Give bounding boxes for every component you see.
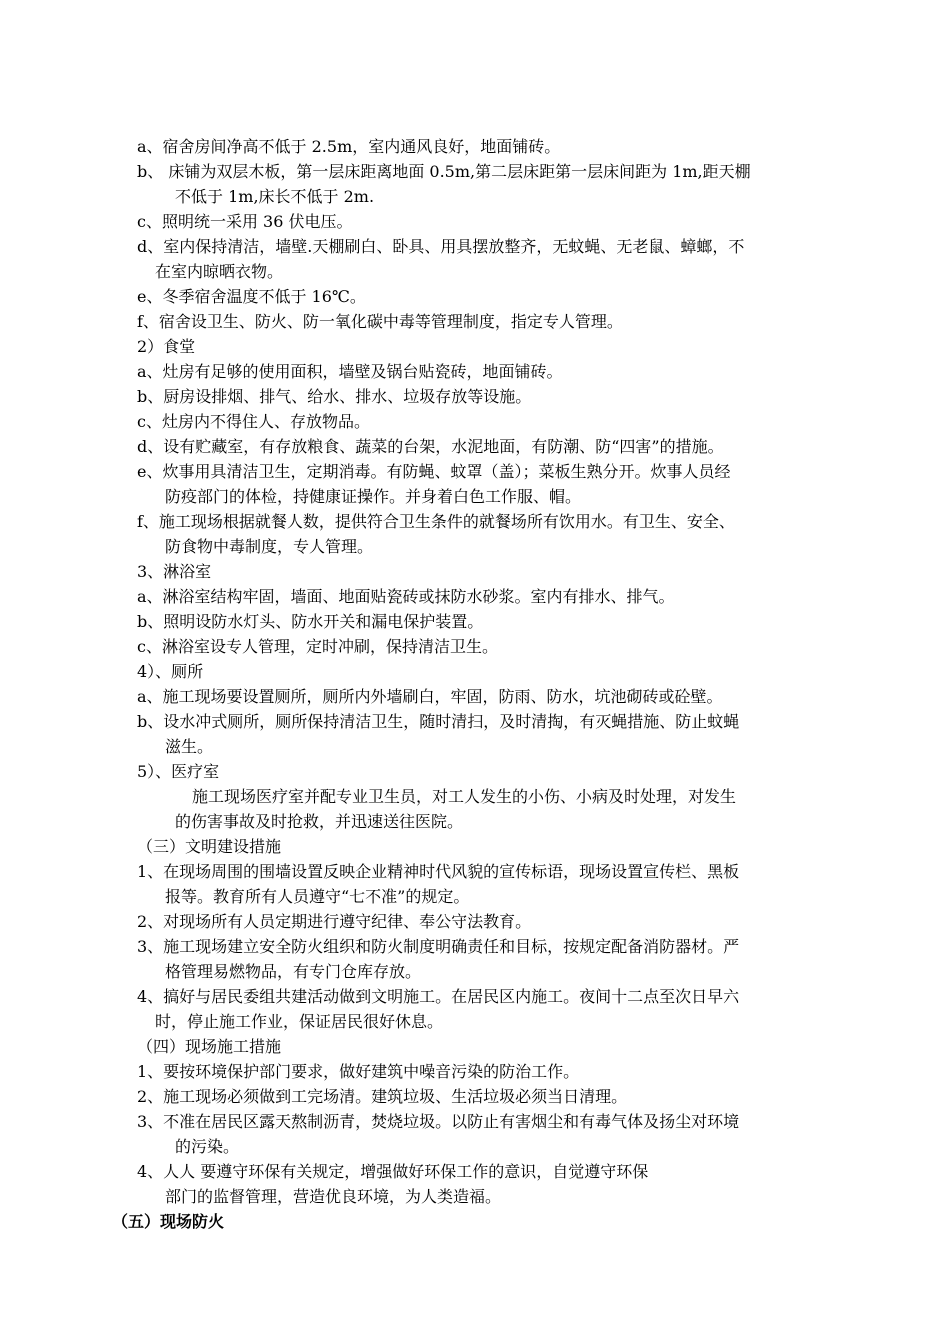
- text-line: 的污染。: [175, 1137, 240, 1156]
- text-line: c、灶房内不得住人、存放物品。: [137, 412, 370, 431]
- text-line: d、室内保持清洁，墙壁.天棚刷白、卧具、用具摆放整齐，无蚊蝇、无老鼠、蟑螂，不: [137, 237, 745, 256]
- text-line: 1、要按环境保护部门要求，做好建筑中噪音污染的防治工作。: [137, 1062, 580, 1081]
- section-heading: （四）现场施工措施: [137, 1037, 282, 1056]
- text-line: e、冬季宿舍温度不低于 16℃。: [137, 287, 366, 306]
- text-line: 施工现场医疗室并配专业卫生员，对工人发生的小伤、小病及时处理，对发生: [192, 787, 737, 806]
- text-line: 4、人人 要遵守环保有关规定，增强做好环保工作的意识，自觉遵守环保: [137, 1162, 649, 1181]
- text-line: a、淋浴室结构牢固，墙面、地面贴瓷砖或抹防水砂浆。室内有排水、排气。: [137, 587, 675, 606]
- text-line: e、炊事用具清洁卫生，定期消毒。有防蝇、蚊罩（盖）；菜板生熟分开。炊事人员经: [137, 462, 731, 481]
- text-line: a、宿舍房间净高不低于 2.5m，室内通风良好，地面铺砖。: [137, 137, 561, 156]
- text-line: 报等。教育所有人员遵守“七不准”的规定。: [165, 887, 470, 906]
- text-line: 2、施工现场必须做到工完场清。建筑垃圾、生活垃圾必须当日清理。: [137, 1087, 628, 1106]
- section-heading: 4）、厕所: [137, 662, 204, 681]
- text-line: 3、施工现场建立安全防火组织和防火制度明确责任和目标，按规定配备消防器材。严: [137, 937, 740, 956]
- text-line: b、设水冲式厕所，厕所保持清洁卫生，随时清扫，及时清掏，有灭蝇措施、防止蚊蝇: [137, 712, 740, 731]
- section-heading: 2）食堂: [137, 337, 196, 356]
- text-line: 的伤害事故及时抢救，并迅速送往医院。: [175, 812, 464, 831]
- text-line: 2、对现场所有人员定期进行遵守纪律、奉公守法教育。: [137, 912, 532, 931]
- text-line: b、照明设防水灯头、防水开关和漏电保护装置。: [137, 612, 484, 631]
- text-line: f、宿舍设卫生、防火、防一氧化碳中毒等管理制度，指定专人管理。: [137, 312, 623, 331]
- text-line: 格管理易燃物品，有专门仓库存放。: [165, 962, 422, 981]
- section-heading: 5）、医疗室: [137, 762, 220, 781]
- text-line: 4、搞好与居民委组共建活动做到文明施工。在居民区内施工。夜间十二点至次日早六: [137, 987, 740, 1006]
- text-line: b、 床铺为双层木板，第一层床距离地面 0.5m,第二层床距第一层床间距为 1m,距天棚: [137, 162, 751, 181]
- text-line: 时，停止施工作业，保证居民很好休息。: [155, 1012, 444, 1031]
- text-line: a、灶房有足够的使用面积，墙壁及锅台贴瓷砖，地面铺砖。: [137, 362, 563, 381]
- text-line: 防疫部门的体检，持健康证操作。并身着白色工作服、帽。: [165, 487, 582, 506]
- text-line: c、淋浴室设专人管理，定时冲刷，保持清洁卫生。: [137, 637, 498, 656]
- text-line: 防食物中毒制度，专人管理。: [165, 537, 374, 556]
- text-line: 部门的监督管理，营造优良环境，为人类造福。: [165, 1187, 502, 1206]
- section-heading: （三）文明建设措施: [137, 837, 282, 856]
- section-heading: 3、淋浴室: [137, 562, 212, 581]
- text-line: b、厨房设排烟、排气、给水、排水、垃圾存放等设施。: [137, 387, 532, 406]
- text-line: d、设有贮藏室，有存放粮食、蔬菜的台架，水泥地面，有防潮、防“四害”的措施。: [137, 437, 724, 456]
- text-line: 1、在现场周围的围墙设置反映企业精神时代风貌的宣传标语，现场设置宣传栏、黑板: [137, 862, 740, 881]
- text-line: 3、不准在居民区露天熬制沥青，焚烧垃圾。以防止有害烟尘和有毒气体及扬尘对环境: [137, 1112, 740, 1131]
- text-line: c、照明统一采用 36 伏电压。: [137, 212, 353, 231]
- section-heading-bold: （五）现场防火: [112, 1212, 225, 1231]
- text-line: f、施工现场根据就餐人数，提供符合卫生条件的就餐场所有饮用水。有卫生、安全、: [137, 512, 735, 531]
- text-line: 在室内晾晒衣物。: [155, 262, 284, 281]
- text-line: a、施工现场要设置厕所，厕所内外墙刷白，牢固，防雨、防水，坑池砌砖或砼壁。: [137, 687, 723, 706]
- text-line: 不低于 1m,床长不低于 2m.: [175, 187, 375, 206]
- text-line: 滋生。: [165, 737, 214, 756]
